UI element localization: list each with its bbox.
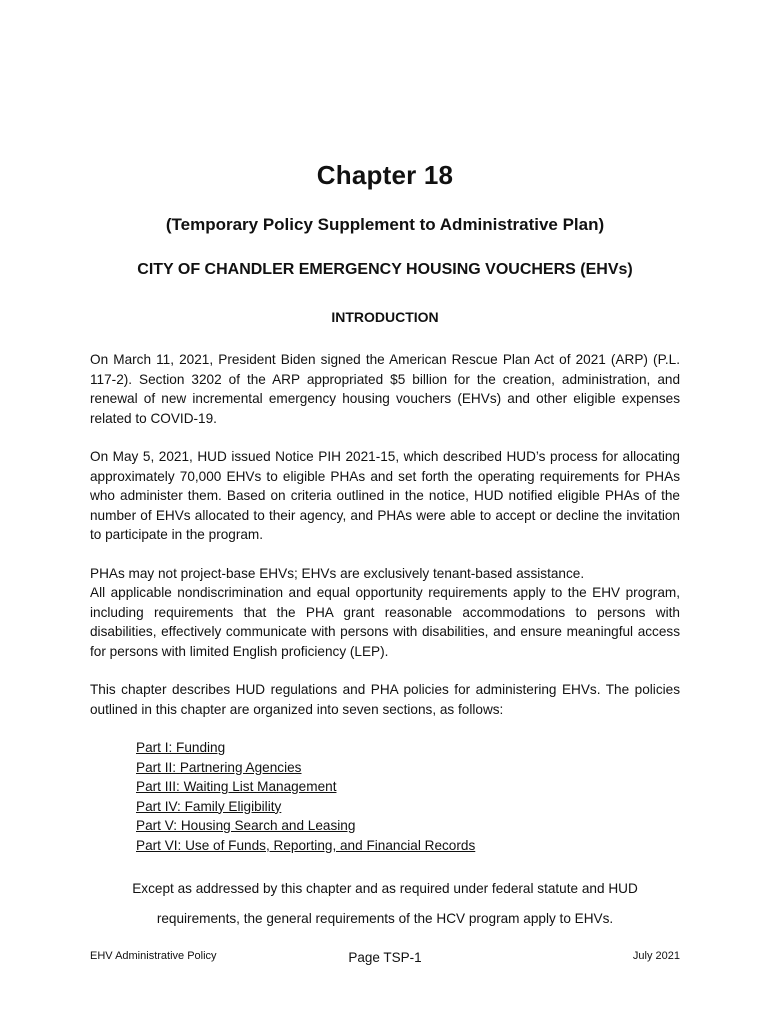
paragraph-nondiscrimination: All applicable nondiscrimination and equal opportunity requirements apply to the EHV program, including requirements that the PHA grant reasonable accommodations to persons with disabilities, effectively communicate with persons with disabilities, and ensure meaningful access for persons with limited English proficiency (LEP).	[90, 585, 680, 659]
part-link-use-of-funds[interactable]: Part VI: Use of Funds, Reporting, and Financial Records	[136, 837, 476, 853]
paragraph-arp: On March 11, 2021, President Biden signed the American Rescue Plan Act of 2021 (ARP) (P.L. 117-2). Section 3202 of the ARP appropriated $5 billion for the creation, administration, and renewal of new incremental emergency housing vouchers (EHVs) and other eligible expenses related to COVID-19.	[90, 352, 680, 426]
part-link-waiting-list[interactable]: Part III: Waiting List Management	[136, 779, 337, 794]
list-item	[136, 777, 680, 797]
chapter-title: Chapter 18	[316, 160, 454, 190]
footer-page-number: Page TSP-1	[348, 950, 422, 965]
list-item	[136, 816, 680, 836]
part-link-housing-search[interactable]: Part V: Housing Search and Leasing	[136, 818, 356, 833]
paragraph-overview: This chapter describes HUD regulations and PHA policies for administering EHVs. The policies outlined in this chapter are organized into seven sections, as follows:	[90, 682, 680, 717]
paragraph-project-base: PHAs may not project-base EHVs; EHVs are exclusively tenant-based assistance.	[90, 565, 585, 581]
paragraph-notice: On May 5, 2021, HUD issued Notice PIH 2021-15, which described HUD’s process for allocating approximately 70,000 EHVs to eligible PHAs and set forth the operating requirements for PHAs who administer them. Based on criteria outlined in the notice, HUD notified eligible PHAs of the number of EHVs allocated to their agency, and PHAs were able to accept or decline the invitation to participate in the program.	[90, 449, 680, 542]
introduction-heading: INTRODUCTION	[331, 309, 439, 325]
part-link-family-eligibility[interactable]: Part IV: Family Eligibility	[136, 798, 282, 814]
chapter-subtitle: (Temporary Policy Supplement to Administrative Plan)	[165, 215, 605, 234]
closing-paragraph: Except as addressed by this chapter and as required under federal statute and HUD requirements, the general requirements of the HCV program apply to EHVs.	[132, 881, 638, 926]
part-link-partnering-agencies[interactable]: Part II: Partnering Agencies	[136, 759, 302, 775]
list-item	[136, 738, 680, 758]
footer-document-name: EHV Administrative Policy	[90, 950, 217, 962]
part-link-funding[interactable]: Part I: Funding	[136, 740, 226, 755]
document-body	[90, 350, 680, 873]
list-item	[136, 797, 680, 817]
document-title: CITY OF CHANDLER EMERGENCY HOUSING VOUCHERS (EHVs)	[137, 261, 633, 278]
list-item	[136, 836, 680, 856]
footer-date: July 2021	[632, 950, 680, 962]
parts-list	[136, 738, 680, 855]
list-item	[136, 758, 680, 778]
